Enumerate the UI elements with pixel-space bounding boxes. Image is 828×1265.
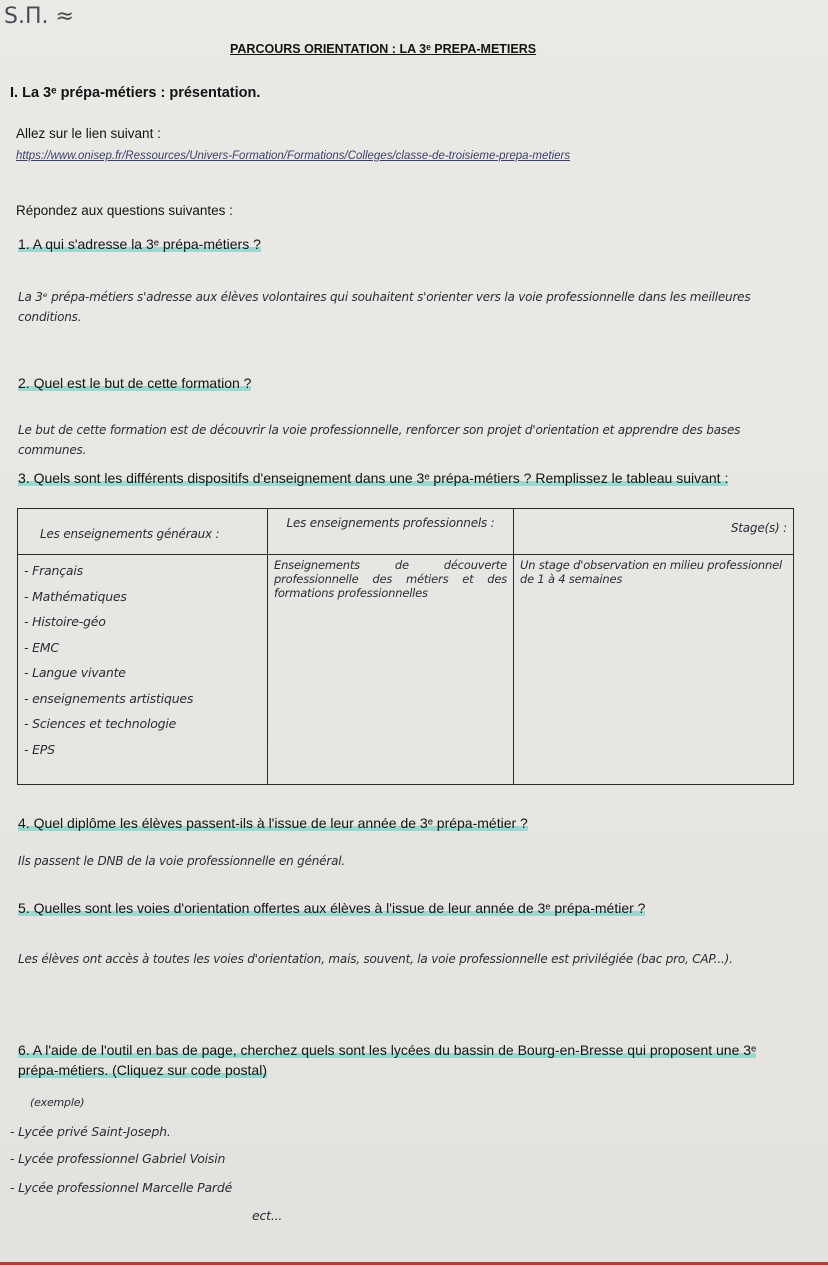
header-internship: Stage(s) :	[514, 509, 794, 555]
question-5	[18, 900, 645, 916]
lycee-item: - Lycée professionnel Marcelle Pardé	[10, 1180, 233, 1195]
header-general: Les enseignements généraux :	[18, 509, 268, 555]
answer-2: Le but de cette formation est de découvrir la voie professionnelle, renforcer son projet d'orientation et apprendre des bases communes.	[18, 423, 741, 457]
instruction-text: Répondez aux questions suivantes :	[16, 203, 233, 218]
general-subjects-cell	[18, 555, 268, 785]
onisep-link[interactable]: https://www.onisep.fr/Ressources/Univers-Formation/Formations/Colleges/classe-de-troisieme-prepa-metiers	[16, 150, 571, 162]
page-title: PARCOURS ORIENTATION : LA 3ᵉ PREPA-METIERS	[230, 42, 537, 56]
subject-item: - Langue vivante	[24, 665, 126, 680]
question-1-text: 1. A qui s'adresse la 3ᵉ prépa-métiers ?	[18, 236, 261, 252]
question-2	[18, 375, 251, 391]
question-6	[18, 1040, 788, 1080]
question-2-text: 2. Quel est le but de cette formation ?	[18, 375, 252, 391]
professional-cell: Enseignements de découverte professionnelle des métiers et des formations professionnelles	[268, 555, 514, 785]
answer-6-note: (exemple)	[30, 1096, 85, 1109]
table-header-row	[18, 509, 794, 555]
header-professional: Les enseignements professionnels :	[268, 509, 514, 555]
teaching-table	[17, 508, 794, 785]
question-4	[18, 815, 528, 831]
subject-item: - EPS	[24, 741, 55, 757]
question-4-text: 4. Quel diplôme les élèves passent-ils à l'issue de leur année de 3ᵉ prépa-métier ?	[18, 815, 528, 831]
intro-text: Allez sur le lien suivant :	[16, 126, 161, 141]
corner-initials: S.Π. ≈	[4, 4, 74, 29]
question-3-text: 3. Quels sont les différents dispositifs d'enseignement dans une 3ᵉ prépa-métiers ? Remplissez le tableau suivant :	[18, 470, 729, 486]
subject-item: - Mathématiques	[24, 588, 127, 604]
etc-note: ect...	[252, 1208, 283, 1223]
subject-item: - EMC	[24, 639, 59, 655]
question-6-text: 6. A l'aide de l'outil en bas de page, cherchez quels sont les lycées du bassin de Bourg-en-Bresse qui proposent une 3ᵉ prépa-métiers. (Cliquez sur code postal)	[18, 1042, 757, 1078]
question-3	[18, 470, 798, 487]
section-heading: I. La 3ᵉ prépa-métiers : présentation.	[10, 85, 261, 101]
lycee-item: - Lycée professionnel Gabriel Voisin	[10, 1151, 226, 1166]
table-body-row	[18, 555, 794, 785]
lycee-item: - Lycée privé Saint-Joseph.	[10, 1124, 171, 1139]
subject-item: - Sciences et technologie	[24, 716, 177, 731]
internship-cell: Un stage d'observation en milieu professionnel de 1 à 4 semaines	[514, 555, 794, 785]
subject-item: - enseignements artistiques	[24, 690, 194, 706]
answer-4: Ils passent le DNB de la voie professionnelle en général.	[18, 854, 345, 868]
question-1	[18, 236, 261, 252]
subject-item: - Histoire-géo	[24, 614, 106, 629]
answer-5: Les élèves ont accès à toutes les voies d'orientation, mais, souvent, la voie professionnelle est privilégiée (bac pro, CAP...).	[18, 952, 733, 966]
answer-1: La 3ᵉ prépa-métiers s'adresse aux élèves volontaires qui souhaitent s'orienter vers la voie professionnelle dans les meilleures conditions.	[18, 290, 751, 324]
subject-item: - Français	[24, 563, 83, 578]
question-5-text: 5. Quelles sont les voies d'orientation offertes aux élèves à l'issue de leur année de 3ᵉ prépa-métier ?	[18, 900, 646, 916]
